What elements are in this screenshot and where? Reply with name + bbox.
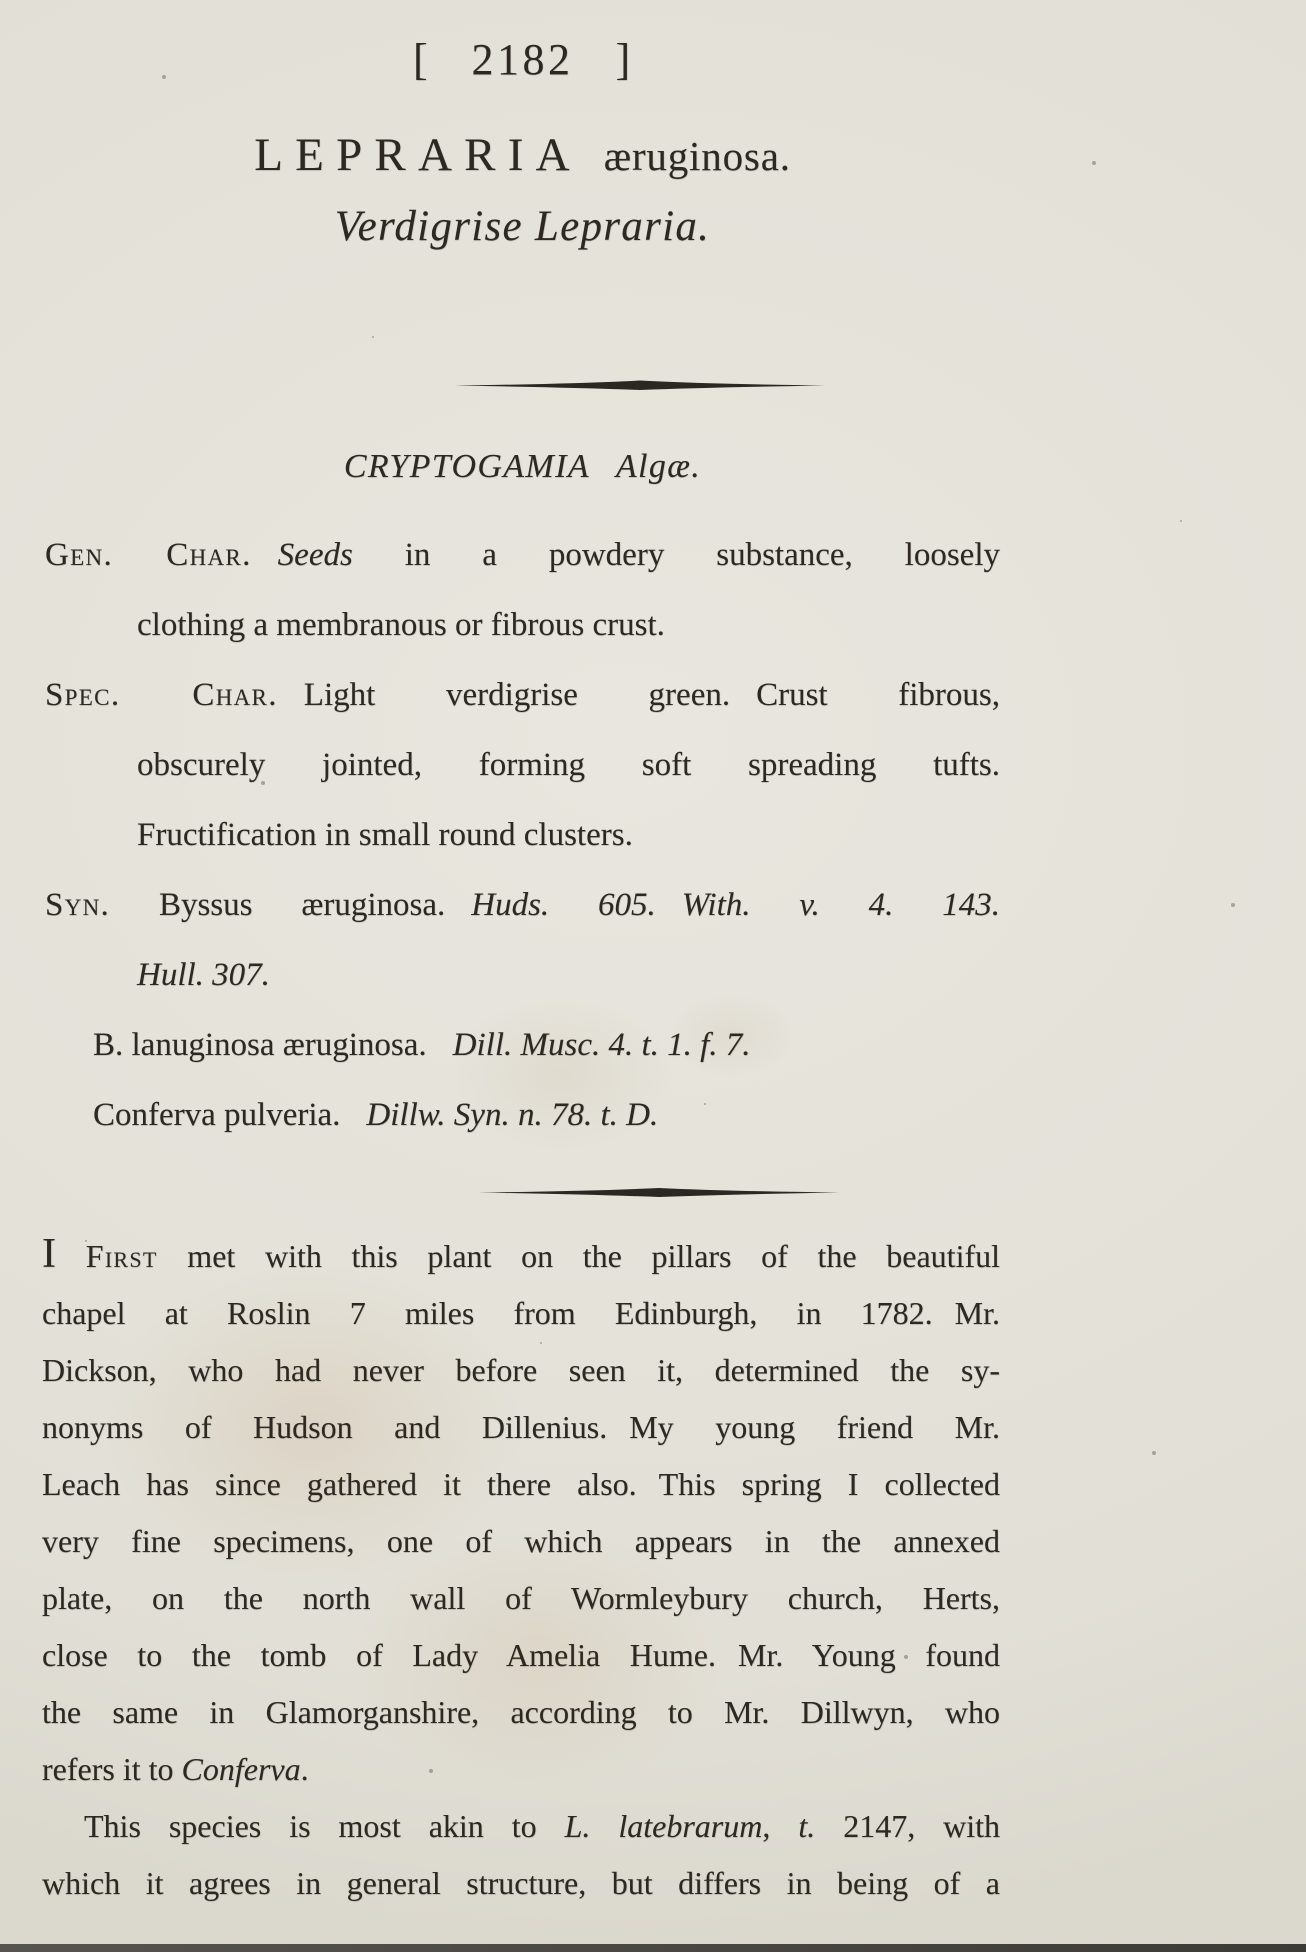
gen-char-line-2 xyxy=(45,590,1000,660)
synonym-line-1 xyxy=(45,870,1000,940)
paper-fiber-specks xyxy=(0,0,2,2)
body-line xyxy=(42,1342,1000,1399)
swelled-rule-divider-top xyxy=(455,378,825,392)
text-segment: nonyms of Hudson and Dillenius. xyxy=(42,1409,608,1445)
scan-bottom-edge xyxy=(0,1944,1306,1952)
text-segment: clothing a membranous or fibrous crust. xyxy=(137,607,665,643)
gen-char-line-1 xyxy=(45,520,1000,590)
text-segment: Syn. xyxy=(45,887,111,923)
text-segment: This spring I collected xyxy=(658,1466,1001,1502)
text-segment: Seeds xyxy=(277,537,353,573)
text-segment: which it agrees in general structure, but differs in being of a xyxy=(42,1865,1000,1901)
spec-char-line-1 xyxy=(45,660,1000,730)
genus-name: LEPRARIA xyxy=(254,129,582,181)
text-segment: in a powdery substance, loosely xyxy=(352,537,1000,573)
text-segment: L. latebrarum xyxy=(564,1808,763,1844)
swelled-rule-shape xyxy=(455,381,825,391)
text-segment: Fructification in small round clusters. xyxy=(137,817,633,853)
bracket-left: [ xyxy=(413,35,430,84)
text-segment: B. lanuginosa æruginosa. xyxy=(93,1027,427,1063)
text-segment: very fine specimens, one of which appears in the annexed xyxy=(42,1523,1000,1559)
body-line xyxy=(42,1228,1000,1285)
paragraph-initial: I xyxy=(42,1230,57,1277)
text-segment: plate, on the north wall of Wormleybury church, Herts, xyxy=(42,1580,1000,1616)
text-segment: Mr. xyxy=(954,1295,1000,1331)
synonym-line-2 xyxy=(45,940,1000,1010)
text-segment: Spec. Char. xyxy=(45,677,278,713)
body-line xyxy=(42,1456,1000,1513)
text-segment: Crust fibrous, xyxy=(756,677,1000,713)
text-segment: Hull. 307. xyxy=(137,957,270,993)
page-number-header xyxy=(45,34,1000,85)
body-line xyxy=(42,1798,1000,1855)
text-segment: Conferva pulveria. xyxy=(93,1097,341,1133)
text-segment: 2147, with xyxy=(815,1808,1001,1844)
text-segment: This species is most akin to xyxy=(84,1808,565,1844)
text-segment: . xyxy=(300,1751,309,1787)
body-line xyxy=(42,1570,1000,1627)
character-section xyxy=(45,520,1000,1150)
bracket-right: ] xyxy=(615,35,632,84)
text-segment: Dill. Musc. 4. t. 1. f. 7. xyxy=(452,1027,751,1063)
text-segment: With. v. 4. 143. xyxy=(681,887,1000,923)
text-segment: My young friend Mr. xyxy=(629,1409,1001,1445)
text-segment: t. xyxy=(798,1808,816,1844)
swelled-rule-divider-bottom xyxy=(478,1186,840,1199)
spec-char-line-3 xyxy=(45,800,1000,870)
body-line xyxy=(42,1627,1000,1684)
body-line xyxy=(42,1285,1000,1342)
text-segment: Huds. 605. xyxy=(471,887,656,923)
text-segment: Light verdigrise green. xyxy=(303,677,731,713)
text-segment: obscurely jointed, forming soft spreading tufts. xyxy=(137,747,1000,783)
text-segment: chapel at Roslin 7 miles from Edinburgh, in 1782. xyxy=(42,1295,933,1331)
text-segment: , xyxy=(762,1808,799,1844)
body-line xyxy=(42,1513,1000,1570)
body-line xyxy=(42,1684,1000,1741)
text-segment: Algæ. xyxy=(615,448,702,485)
text-segment: met with this plant on the pillars of the beautiful xyxy=(157,1238,1000,1274)
text-segment: Byssus æruginosa. xyxy=(110,887,446,923)
text-segment: Leach has since gathered it there also. xyxy=(42,1466,637,1502)
body-line xyxy=(42,1399,1000,1456)
classification-line xyxy=(45,448,1000,486)
species-epithet: æruginosa. xyxy=(603,133,791,179)
synonym-line-3 xyxy=(45,1010,1000,1080)
body-line xyxy=(42,1741,1000,1798)
description-paragraphs xyxy=(42,1228,1000,1912)
page-number: 2182 xyxy=(471,35,574,84)
text-segment: CRYPTOGAMIA xyxy=(343,448,590,485)
common-name-subtitle: Verdigrise Lepraria. xyxy=(334,203,711,250)
text-segment: refers it to xyxy=(42,1751,182,1787)
text-segment: the same in Glamorganshire, according to Mr. Dillwyn, who xyxy=(42,1694,1000,1730)
text-segment: Mr. Young found xyxy=(738,1637,1001,1673)
body-line xyxy=(42,1855,1000,1912)
text-segment: close to the tomb of Lady Amelia Hume. xyxy=(42,1637,717,1673)
text-segment xyxy=(56,1238,86,1274)
synonym-line-4 xyxy=(45,1080,1000,1150)
text-segment: Dickson, who had never before seen it, determined the sy- xyxy=(42,1352,1000,1388)
text-segment: Gen. Char. xyxy=(45,537,252,573)
species-title xyxy=(45,128,1000,182)
spec-char-line-2 xyxy=(45,730,1000,800)
text-segment: First xyxy=(85,1238,158,1274)
swelled-rule-shape xyxy=(478,1188,840,1197)
text-segment: Dillw. Syn. n. 78. t. D. xyxy=(366,1097,659,1133)
text-segment: Conferva xyxy=(181,1751,301,1787)
